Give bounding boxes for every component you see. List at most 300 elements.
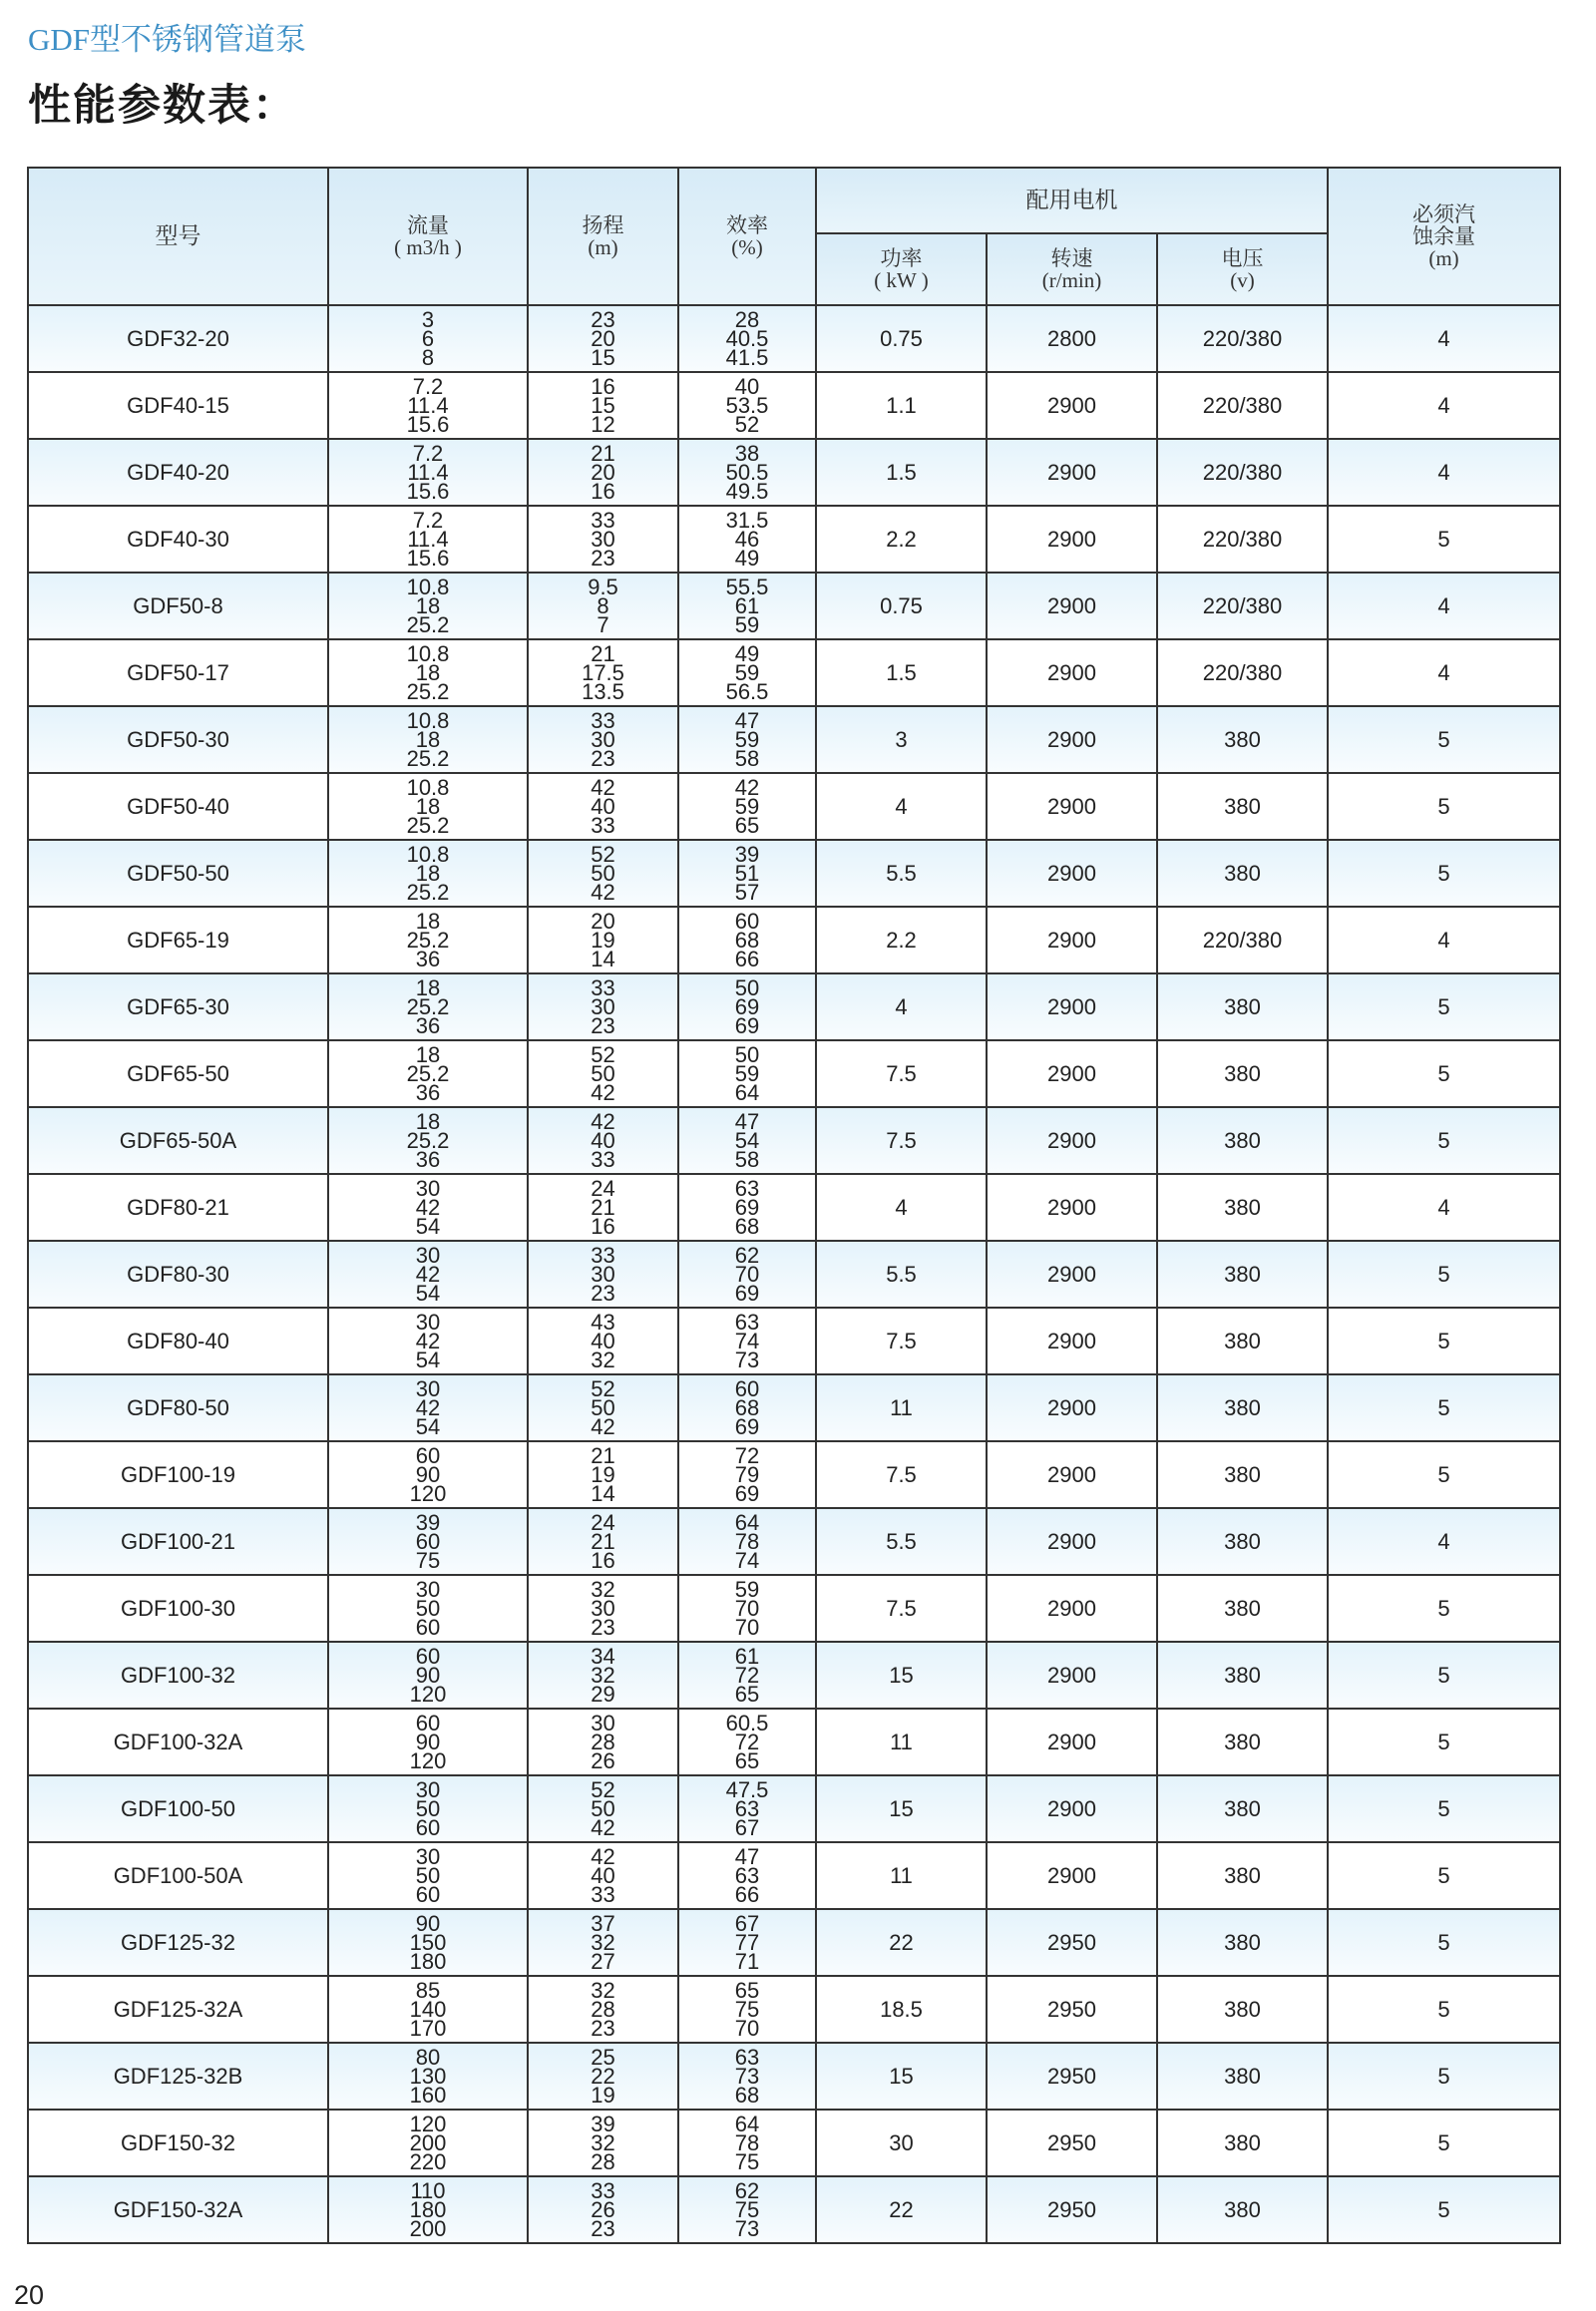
cell-speed: 2900 bbox=[987, 506, 1157, 573]
cell-efficiency-value: 74 bbox=[734, 1548, 760, 1573]
cell-flow bbox=[328, 1909, 528, 1976]
cell-efficiency-value: 50.5 bbox=[725, 460, 769, 485]
cell-efficiency-value: 49 bbox=[734, 641, 760, 666]
cell-efficiency-value: 63 bbox=[734, 1796, 760, 1821]
cell-head-value: 12 bbox=[591, 412, 615, 437]
cell-flow-value: 36 bbox=[415, 1080, 441, 1105]
cell-flow-value: 3 bbox=[421, 307, 435, 332]
cell-efficiency-value: 63 bbox=[734, 2045, 760, 2070]
header-flow bbox=[328, 168, 528, 305]
cell-head-value: 32 bbox=[591, 1577, 615, 1602]
cell-power: 22 bbox=[816, 2176, 987, 2243]
cell-efficiency bbox=[678, 1241, 816, 1308]
cell-efficiency-value: 65 bbox=[734, 1682, 760, 1707]
cell-power: 7.5 bbox=[816, 1441, 987, 1508]
cell-efficiency-value: 56.5 bbox=[725, 679, 769, 704]
cell-model: GDF150-32A bbox=[28, 2176, 328, 2243]
table-row bbox=[28, 1107, 1560, 1174]
cell-speed: 2900 bbox=[987, 1107, 1157, 1174]
cell-flow bbox=[328, 1107, 528, 1174]
cell-head-value: 23 bbox=[591, 2016, 615, 2041]
cell-efficiency bbox=[678, 439, 816, 506]
cell-voltage: 380 bbox=[1157, 1709, 1328, 1775]
cell-head-value: 26 bbox=[591, 2197, 615, 2222]
cell-voltage: 380 bbox=[1157, 2043, 1328, 2110]
table-row bbox=[28, 973, 1560, 1040]
cell-efficiency-value: 68 bbox=[734, 928, 760, 953]
cell-power: 1.5 bbox=[816, 639, 987, 706]
cell-efficiency-value: 67 bbox=[734, 1815, 760, 1840]
cell-flow bbox=[328, 1441, 528, 1508]
cell-head-value: 21 bbox=[591, 641, 615, 666]
cell-flow-value: 120 bbox=[409, 1682, 447, 1707]
cell-head-value: 32 bbox=[591, 1930, 615, 1955]
cell-efficiency bbox=[678, 1976, 816, 2043]
cell-efficiency-value: 73 bbox=[734, 2064, 760, 2089]
cell-efficiency-value: 59 bbox=[734, 612, 760, 637]
cell-power: 5.5 bbox=[816, 1241, 987, 1308]
cell-flow bbox=[328, 706, 528, 773]
cell-power: 0.75 bbox=[816, 305, 987, 372]
cell-flow-value: 36 bbox=[415, 1013, 441, 1038]
cell-head bbox=[528, 1842, 678, 1909]
header-npsh-line2: 蚀余量 bbox=[1412, 224, 1476, 248]
cell-head-value: 33 bbox=[591, 708, 615, 733]
cell-flow bbox=[328, 439, 528, 506]
cell-voltage: 380 bbox=[1157, 1508, 1328, 1575]
cell-efficiency bbox=[678, 372, 816, 439]
cell-flow-value: 30 bbox=[415, 1176, 441, 1201]
cell-head bbox=[528, 1441, 678, 1508]
cell-flow-value: 7.2 bbox=[412, 374, 444, 399]
cell-head bbox=[528, 706, 678, 773]
cell-speed: 2950 bbox=[987, 1976, 1157, 2043]
cell-flow bbox=[328, 1709, 528, 1775]
cell-speed: 2900 bbox=[987, 639, 1157, 706]
table-row bbox=[28, 639, 1560, 706]
cell-flow-value: 75 bbox=[415, 1548, 441, 1573]
cell-efficiency bbox=[678, 1642, 816, 1709]
cell-npsh: 5 bbox=[1328, 706, 1560, 773]
cell-efficiency-value: 38 bbox=[734, 441, 760, 466]
cell-efficiency-value: 64 bbox=[734, 2112, 760, 2136]
cell-npsh: 4 bbox=[1328, 1174, 1560, 1241]
cell-head-value: 33 bbox=[591, 1147, 615, 1172]
cell-power: 15 bbox=[816, 1775, 987, 1842]
cell-head bbox=[528, 973, 678, 1040]
cell-flow-value: 30 bbox=[415, 1577, 441, 1602]
cell-efficiency-value: 63 bbox=[734, 1176, 760, 1201]
cell-model: GDF40-20 bbox=[28, 439, 328, 506]
cell-efficiency-value: 70 bbox=[734, 1262, 760, 1287]
cell-voltage: 380 bbox=[1157, 1107, 1328, 1174]
header-model bbox=[28, 168, 328, 305]
cell-efficiency-value: 59 bbox=[734, 1061, 760, 1086]
cell-flow-value: 60 bbox=[415, 1711, 441, 1735]
cell-power: 5.5 bbox=[816, 1508, 987, 1575]
cell-head-value: 42 bbox=[591, 1109, 615, 1134]
cell-head-value: 24 bbox=[591, 1510, 615, 1535]
cell-npsh: 5 bbox=[1328, 1842, 1560, 1909]
cell-head-value: 19 bbox=[591, 928, 615, 953]
header-efficiency-label: 效率 bbox=[726, 213, 768, 237]
cell-head-value: 23 bbox=[591, 1013, 615, 1038]
cell-head-value: 20 bbox=[591, 909, 615, 934]
cell-head-value: 30 bbox=[591, 1711, 615, 1735]
cell-efficiency-value: 64 bbox=[734, 1080, 760, 1105]
cell-voltage: 220/380 bbox=[1157, 305, 1328, 372]
cell-speed: 2900 bbox=[987, 1775, 1157, 1842]
header-speed-label: 转速 bbox=[1050, 246, 1093, 270]
cell-power: 2.2 bbox=[816, 506, 987, 573]
cell-power: 4 bbox=[816, 973, 987, 1040]
cell-speed: 2950 bbox=[987, 2176, 1157, 2243]
cell-efficiency-value: 73 bbox=[734, 1348, 760, 1372]
cell-npsh: 5 bbox=[1328, 1441, 1560, 1508]
cell-flow-value: 50 bbox=[415, 1863, 441, 1888]
cell-speed: 2900 bbox=[987, 773, 1157, 840]
cell-head-value: 20 bbox=[591, 460, 615, 485]
cell-head-value: 50 bbox=[591, 1796, 615, 1821]
cell-flow bbox=[328, 1508, 528, 1575]
cell-flow-value: 25.2 bbox=[406, 746, 450, 771]
table-row bbox=[28, 439, 1560, 506]
cell-npsh: 4 bbox=[1328, 907, 1560, 973]
cell-flow-value: 10.8 bbox=[406, 575, 450, 599]
cell-flow-value: 18 bbox=[415, 975, 441, 1000]
cell-flow-value: 80 bbox=[415, 2045, 441, 2070]
cell-head-value: 24 bbox=[591, 1176, 615, 1201]
cell-head-value: 30 bbox=[591, 727, 615, 752]
cell-flow-value: 110 bbox=[410, 2178, 446, 2203]
cell-model: GDF150-32 bbox=[28, 2110, 328, 2176]
cell-flow-value: 60 bbox=[415, 1882, 441, 1907]
cell-head bbox=[528, 573, 678, 639]
table-row bbox=[28, 1709, 1560, 1775]
cell-flow-value: 42 bbox=[415, 1329, 441, 1353]
cell-power: 15 bbox=[816, 1642, 987, 1709]
cell-voltage: 220/380 bbox=[1157, 506, 1328, 573]
cell-model: GDF50-17 bbox=[28, 639, 328, 706]
header-efficiency-unit: (%) bbox=[731, 235, 763, 259]
cell-flow-value: 54 bbox=[415, 1348, 441, 1372]
cell-head bbox=[528, 1308, 678, 1374]
header-motor-group-label: 配用电机 bbox=[1025, 188, 1118, 212]
cell-flow bbox=[328, 1775, 528, 1842]
cell-flow-value: 25.2 bbox=[406, 928, 450, 953]
cell-flow-value: 36 bbox=[415, 1147, 441, 1172]
cell-efficiency bbox=[678, 1308, 816, 1374]
cell-head-value: 33 bbox=[591, 975, 615, 1000]
cell-flow-value: 90 bbox=[415, 1730, 441, 1754]
cell-head bbox=[528, 1976, 678, 2043]
table-header bbox=[28, 168, 1560, 305]
cell-flow-value: 220 bbox=[409, 2149, 447, 2174]
cell-head bbox=[528, 439, 678, 506]
cell-efficiency-value: 75 bbox=[734, 2197, 760, 2222]
cell-head-value: 50 bbox=[591, 861, 615, 886]
header-motor-group bbox=[816, 168, 1328, 233]
cell-flow-value: 8 bbox=[421, 345, 435, 370]
cell-speed: 2900 bbox=[987, 372, 1157, 439]
cell-flow-value: 25.2 bbox=[406, 880, 450, 905]
cell-head-value: 42 bbox=[591, 775, 615, 800]
cell-head-value: 7 bbox=[597, 612, 609, 637]
table-row bbox=[28, 1374, 1560, 1441]
cell-head-value: 23 bbox=[591, 307, 615, 332]
cell-head-value: 21 bbox=[591, 1195, 615, 1220]
cell-flow bbox=[328, 1174, 528, 1241]
cell-flow bbox=[328, 1976, 528, 2043]
cell-speed: 2950 bbox=[987, 2043, 1157, 2110]
table-row bbox=[28, 1241, 1560, 1308]
cell-npsh: 5 bbox=[1328, 1575, 1560, 1642]
cell-flow-value: 30 bbox=[415, 1376, 441, 1401]
cell-flow-value: 42 bbox=[415, 1395, 441, 1420]
cell-head-value: 21 bbox=[591, 1443, 615, 1468]
cell-flow bbox=[328, 1575, 528, 1642]
cell-flow-value: 25.2 bbox=[406, 994, 450, 1019]
cell-efficiency-value: 68 bbox=[734, 1214, 760, 1239]
cell-voltage: 220/380 bbox=[1157, 372, 1328, 439]
header-power bbox=[816, 233, 987, 305]
cell-voltage: 380 bbox=[1157, 1441, 1328, 1508]
header-flow-unit: ( m3/h ) bbox=[394, 235, 462, 259]
cell-head-value: 9.5 bbox=[588, 575, 618, 599]
cell-head-value: 16 bbox=[591, 1214, 615, 1239]
cell-voltage: 380 bbox=[1157, 1642, 1328, 1709]
cell-flow-value: 7.2 bbox=[412, 508, 444, 533]
cell-flow-value: 11.4 bbox=[407, 393, 449, 418]
cell-power: 11 bbox=[816, 1842, 987, 1909]
cell-voltage: 220/380 bbox=[1157, 907, 1328, 973]
cell-flow bbox=[328, 1374, 528, 1441]
cell-head-value: 16 bbox=[591, 374, 615, 399]
cell-voltage: 380 bbox=[1157, 2176, 1328, 2243]
cell-model: GDF100-30 bbox=[28, 1575, 328, 1642]
cell-efficiency-value: 66 bbox=[734, 1882, 760, 1907]
cell-head bbox=[528, 1909, 678, 1976]
cell-flow-value: 180 bbox=[409, 2197, 447, 2222]
cell-head bbox=[528, 2110, 678, 2176]
cell-npsh: 4 bbox=[1328, 372, 1560, 439]
cell-flow-value: 160 bbox=[409, 2083, 447, 2108]
cell-efficiency-value: 49.5 bbox=[725, 479, 769, 504]
cell-efficiency-value: 69 bbox=[734, 1195, 760, 1220]
cell-head-value: 42 bbox=[591, 1414, 615, 1439]
cell-head-value: 28 bbox=[591, 1730, 615, 1754]
cell-efficiency-value: 53.5 bbox=[725, 393, 769, 418]
cell-head bbox=[528, 372, 678, 439]
cell-head-value: 23 bbox=[591, 2216, 615, 2241]
table-row bbox=[28, 1308, 1560, 1374]
table-row bbox=[28, 573, 1560, 639]
header-power-label: 功率 bbox=[880, 246, 923, 270]
cell-efficiency-value: 57 bbox=[734, 880, 760, 905]
cell-head-value: 27 bbox=[591, 1949, 615, 1974]
cell-efficiency-value: 77 bbox=[734, 1930, 760, 1955]
cell-head-value: 23 bbox=[591, 1281, 615, 1306]
cell-head bbox=[528, 1107, 678, 1174]
cell-head-value: 33 bbox=[591, 508, 615, 533]
table-row bbox=[28, 1842, 1560, 1909]
cell-flow bbox=[328, 1241, 528, 1308]
cell-head-value: 19 bbox=[591, 1462, 615, 1487]
cell-voltage: 380 bbox=[1157, 1374, 1328, 1441]
cell-npsh: 5 bbox=[1328, 1107, 1560, 1174]
cell-npsh: 5 bbox=[1328, 840, 1560, 907]
cell-power: 0.75 bbox=[816, 573, 987, 639]
cell-flow-value: 30 bbox=[415, 1243, 441, 1268]
cell-head-value: 28 bbox=[591, 2149, 615, 2174]
cell-head-value: 43 bbox=[591, 1310, 615, 1335]
cell-power: 11 bbox=[816, 1374, 987, 1441]
cell-speed: 2900 bbox=[987, 439, 1157, 506]
cell-efficiency-value: 68 bbox=[734, 1395, 760, 1420]
cell-power: 7.5 bbox=[816, 1575, 987, 1642]
cell-flow bbox=[328, 2110, 528, 2176]
cell-npsh: 5 bbox=[1328, 2043, 1560, 2110]
cell-efficiency-value: 60 bbox=[734, 909, 760, 934]
cell-power: 22 bbox=[816, 1909, 987, 1976]
cell-flow-value: 60 bbox=[415, 1443, 441, 1468]
cell-flow-value: 25.2 bbox=[406, 1128, 450, 1153]
cell-efficiency bbox=[678, 639, 816, 706]
header-flow-label: 流量 bbox=[407, 213, 449, 237]
cell-voltage: 380 bbox=[1157, 1174, 1328, 1241]
cell-voltage: 220/380 bbox=[1157, 439, 1328, 506]
cell-head-value: 42 bbox=[591, 1815, 615, 1840]
cell-power: 5.5 bbox=[816, 840, 987, 907]
table-row bbox=[28, 1642, 1560, 1709]
cell-power: 7.5 bbox=[816, 1107, 987, 1174]
cell-head bbox=[528, 840, 678, 907]
cell-efficiency-value: 70 bbox=[734, 1596, 760, 1621]
cell-model: GDF50-40 bbox=[28, 773, 328, 840]
table-row bbox=[28, 2043, 1560, 2110]
cell-speed: 2900 bbox=[987, 1508, 1157, 1575]
cell-head-value: 15 bbox=[591, 393, 615, 418]
cell-flow-value: 54 bbox=[415, 1414, 441, 1439]
cell-head-value: 40 bbox=[591, 794, 615, 819]
cell-flow-value: 18 bbox=[415, 660, 441, 685]
cell-efficiency bbox=[678, 840, 816, 907]
cell-efficiency-value: 47 bbox=[734, 1844, 760, 1869]
cell-power: 1.5 bbox=[816, 439, 987, 506]
cell-speed: 2900 bbox=[987, 840, 1157, 907]
cell-efficiency-value: 50 bbox=[734, 975, 760, 1000]
cell-model: GDF100-32 bbox=[28, 1642, 328, 1709]
cell-efficiency-value: 51 bbox=[734, 861, 760, 886]
cell-head-value: 52 bbox=[591, 842, 615, 867]
cell-voltage: 380 bbox=[1157, 2110, 1328, 2176]
cell-npsh: 5 bbox=[1328, 506, 1560, 573]
cell-voltage: 380 bbox=[1157, 1241, 1328, 1308]
cell-head-value: 33 bbox=[591, 1882, 615, 1907]
cell-flow-value: 60 bbox=[415, 1644, 441, 1669]
cell-voltage: 220/380 bbox=[1157, 573, 1328, 639]
cell-flow-value: 10.8 bbox=[406, 775, 450, 800]
cell-head-value: 33 bbox=[591, 813, 615, 838]
cell-head-value: 26 bbox=[591, 1748, 615, 1773]
cell-efficiency-value: 69 bbox=[734, 1414, 760, 1439]
cell-head bbox=[528, 1040, 678, 1107]
cell-npsh: 5 bbox=[1328, 2176, 1560, 2243]
cell-flow bbox=[328, 973, 528, 1040]
cell-flow-value: 60 bbox=[415, 1815, 441, 1840]
cell-efficiency-value: 58 bbox=[734, 746, 760, 771]
cell-efficiency bbox=[678, 1775, 816, 1842]
cell-flow bbox=[328, 1842, 528, 1909]
header-speed bbox=[987, 233, 1157, 305]
cell-efficiency-value: 72 bbox=[734, 1443, 760, 1468]
cell-power: 4 bbox=[816, 1174, 987, 1241]
cell-efficiency-value: 69 bbox=[734, 994, 760, 1019]
cell-flow bbox=[328, 907, 528, 973]
cell-efficiency-value: 59 bbox=[734, 1577, 760, 1602]
cell-flow-value: 130 bbox=[409, 2064, 447, 2089]
cell-speed: 2900 bbox=[987, 1441, 1157, 1508]
cell-flow-value: 18 bbox=[415, 727, 441, 752]
cell-head-value: 28 bbox=[591, 1997, 615, 2022]
table-row bbox=[28, 1575, 1560, 1642]
header-npsh-unit: (m) bbox=[1428, 246, 1459, 270]
cell-efficiency bbox=[678, 1374, 816, 1441]
cell-npsh: 5 bbox=[1328, 1241, 1560, 1308]
cell-efficiency bbox=[678, 1107, 816, 1174]
cell-head bbox=[528, 2176, 678, 2243]
cell-head-value: 50 bbox=[591, 1395, 615, 1420]
cell-flow-value: 25.2 bbox=[406, 679, 450, 704]
cell-efficiency-value: 47 bbox=[734, 1109, 760, 1134]
header-speed-unit: (r/min) bbox=[1041, 268, 1102, 292]
cell-speed: 2900 bbox=[987, 1842, 1157, 1909]
cell-voltage: 380 bbox=[1157, 1040, 1328, 1107]
cell-speed: 2900 bbox=[987, 1040, 1157, 1107]
cell-head bbox=[528, 907, 678, 973]
cell-head-value: 23 bbox=[591, 746, 615, 771]
cell-flow bbox=[328, 773, 528, 840]
header-head-unit: (m) bbox=[588, 235, 618, 259]
cell-efficiency-value: 75 bbox=[734, 1997, 760, 2022]
cell-flow-value: 120 bbox=[409, 1748, 447, 1773]
cell-efficiency bbox=[678, 1508, 816, 1575]
cell-efficiency-value: 70 bbox=[734, 2016, 760, 2041]
cell-flow-value: 120 bbox=[409, 2112, 447, 2136]
cell-model: GDF125-32B bbox=[28, 2043, 328, 2110]
cell-model: GDF100-32A bbox=[28, 1709, 328, 1775]
header-voltage bbox=[1157, 233, 1328, 305]
cell-npsh: 5 bbox=[1328, 1308, 1560, 1374]
cell-efficiency-value: 42 bbox=[734, 775, 760, 800]
cell-head-value: 30 bbox=[591, 1262, 615, 1287]
document-header-title: GDF型不锈钢管道泵 bbox=[28, 22, 307, 57]
cell-head-value: 30 bbox=[591, 994, 615, 1019]
cell-flow-value: 18 bbox=[415, 593, 441, 618]
cell-flow-value: 42 bbox=[415, 1262, 441, 1287]
cell-flow-value: 30 bbox=[415, 1777, 441, 1802]
table-row bbox=[28, 1441, 1560, 1508]
cell-efficiency-value: 59 bbox=[734, 660, 760, 685]
cell-power: 7.5 bbox=[816, 1308, 987, 1374]
cell-head bbox=[528, 1575, 678, 1642]
cell-flow-value: 25.2 bbox=[406, 612, 450, 637]
cell-efficiency-value: 40.5 bbox=[725, 326, 769, 351]
cell-npsh: 5 bbox=[1328, 1374, 1560, 1441]
cell-voltage: 380 bbox=[1157, 1575, 1328, 1642]
header-model-label: 型号 bbox=[155, 223, 201, 248]
cell-efficiency-value: 70 bbox=[734, 1615, 760, 1640]
